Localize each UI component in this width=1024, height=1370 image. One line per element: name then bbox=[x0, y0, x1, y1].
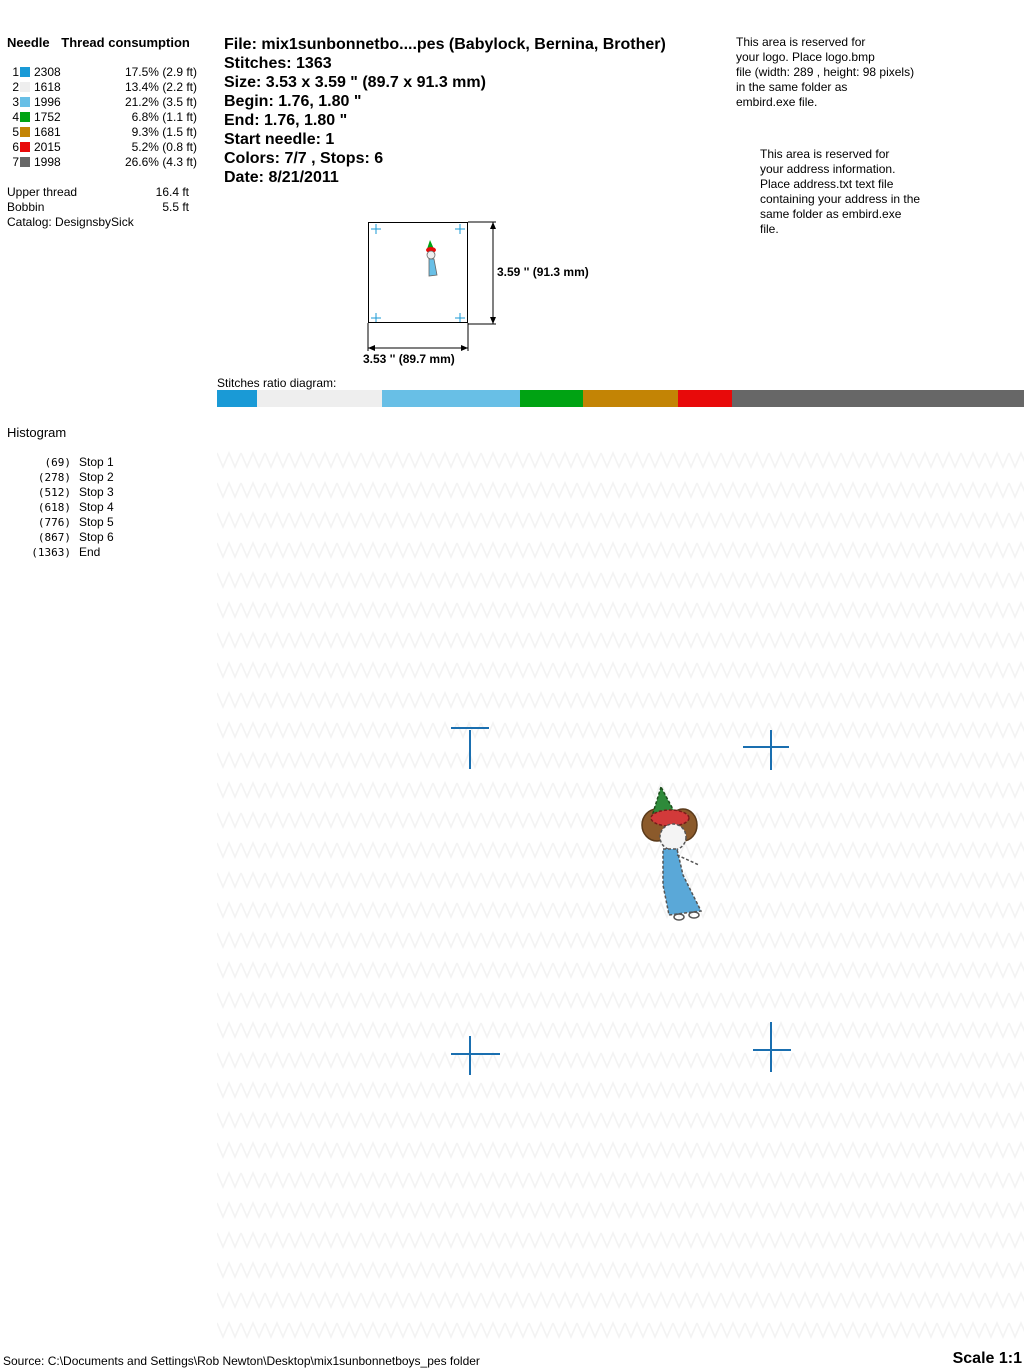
stop-label: End bbox=[79, 545, 101, 559]
stitch-count-value: (867) bbox=[37, 531, 71, 544]
width-dimension-line bbox=[367, 323, 471, 353]
thread-color-swatch bbox=[20, 142, 30, 152]
ratio-segment bbox=[520, 390, 583, 407]
ratio-segment bbox=[732, 390, 1024, 407]
thread-color-swatch bbox=[20, 112, 30, 122]
stop-label: Stop 2 bbox=[79, 470, 114, 484]
thread-consumption: 6.8% (1.1 ft) bbox=[131, 109, 197, 124]
needle-row bbox=[7, 64, 207, 79]
needle-row bbox=[7, 124, 207, 139]
thread-consumption: 21.2% (3.5 ft) bbox=[124, 94, 197, 109]
histogram-row bbox=[20, 470, 114, 485]
hoop-mark-icon bbox=[371, 224, 465, 322]
needle-number: 4 bbox=[12, 109, 19, 124]
stop-label: Stop 4 bbox=[79, 500, 114, 514]
histogram-row bbox=[20, 455, 114, 470]
begin-position: Begin: 1.76, 1.80 " bbox=[224, 93, 362, 110]
logo-placeholder bbox=[736, 35, 976, 110]
stop-label: Stop 1 bbox=[79, 455, 114, 469]
thread-code: 1996 bbox=[34, 94, 61, 109]
thread-color-swatch bbox=[20, 67, 30, 77]
stitch-count: Stitches: 1363 bbox=[224, 55, 332, 72]
needle-table-header bbox=[7, 35, 190, 50]
logo-text-line: This area is reserved for bbox=[736, 35, 866, 49]
design-thumbnail-figure bbox=[426, 240, 437, 276]
thread-color-swatch bbox=[20, 127, 30, 137]
bobbin-value: 5.5 ft bbox=[162, 200, 189, 214]
stitch-count-value: (776) bbox=[37, 516, 71, 529]
scale-label: Scale 1:1 bbox=[952, 1350, 1022, 1367]
design-info bbox=[224, 35, 666, 187]
stop-label: Stop 5 bbox=[79, 515, 114, 529]
design-thumbnail bbox=[368, 222, 468, 323]
needle-number: 7 bbox=[12, 154, 19, 169]
needle-number: 2 bbox=[12, 79, 19, 94]
stitch-count-value: (618) bbox=[37, 501, 71, 514]
thread-code: 2015 bbox=[34, 139, 61, 154]
stop-label: Stop 6 bbox=[79, 530, 114, 544]
histogram-row bbox=[20, 500, 114, 515]
ratio-segment bbox=[217, 390, 257, 407]
thread-totals bbox=[7, 185, 189, 230]
histogram-list bbox=[20, 455, 114, 560]
thread-code: 1998 bbox=[34, 154, 61, 169]
stitch-count-value: (512) bbox=[37, 486, 71, 499]
stitch-ratio-label: Stitches ratio diagram: bbox=[217, 376, 337, 390]
needle-number: 1 bbox=[12, 64, 19, 79]
thread-consumption: 5.2% (0.8 ft) bbox=[131, 139, 197, 154]
upper-thread-value: 16.4 ft bbox=[155, 185, 189, 199]
address-text-line: file. bbox=[760, 222, 779, 236]
needle-table bbox=[7, 64, 207, 169]
histogram-row bbox=[20, 485, 114, 500]
ratio-segment bbox=[257, 390, 381, 407]
design-size: Size: 3.53 x 3.59 " (89.7 x 91.3 mm) bbox=[224, 74, 486, 91]
ratio-segment bbox=[382, 390, 521, 407]
thread-color-swatch bbox=[20, 157, 30, 167]
width-dimension-label: 3.53 '' (89.7 mm) bbox=[363, 352, 455, 366]
logo-text-line: your logo. Place logo.bmp bbox=[736, 50, 875, 64]
thread-color-swatch bbox=[20, 97, 30, 107]
needle-number: 3 bbox=[12, 94, 19, 109]
start-needle: Start needle: 1 bbox=[224, 131, 335, 148]
needle-row bbox=[7, 94, 207, 109]
thread-consumption: 9.3% (1.5 ft) bbox=[131, 124, 197, 139]
needle-row bbox=[7, 154, 207, 169]
end-position: End: 1.76, 1.80 " bbox=[224, 112, 348, 129]
histogram-row bbox=[20, 515, 114, 530]
needle-row bbox=[7, 139, 207, 154]
thread-consumption: 13.4% (2.2 ft) bbox=[124, 79, 197, 94]
ratio-segment bbox=[678, 390, 732, 407]
thread-color-swatch bbox=[20, 82, 30, 92]
stitch-count-value: (278) bbox=[37, 471, 71, 484]
thread-code: 1618 bbox=[34, 79, 61, 94]
thread-consumption: 26.6% (4.3 ft) bbox=[124, 154, 197, 169]
catalog-label: Catalog: DesignsbySick bbox=[7, 215, 134, 229]
height-dimension-line bbox=[468, 221, 498, 326]
stop-label: Stop 3 bbox=[79, 485, 114, 499]
height-dimension-label: 3.59 '' (91.3 mm) bbox=[497, 265, 589, 279]
address-text-line: your address information. bbox=[760, 162, 896, 176]
address-text-line: This area is reserved for bbox=[760, 147, 890, 161]
design-date: Date: 8/21/2011 bbox=[224, 169, 339, 186]
histogram-row bbox=[20, 530, 114, 545]
needle-number: 6 bbox=[12, 139, 19, 154]
needle-header: Needle bbox=[7, 35, 50, 50]
needle-row bbox=[7, 79, 207, 94]
stitch-ratio-bar bbox=[217, 390, 1024, 407]
source-path: Source: C:\Documents and Settings\Rob Newton\Desktop\mix1sunbonnetboys_pes folder bbox=[3, 1354, 480, 1368]
thread-code: 1752 bbox=[34, 109, 61, 124]
histogram-title: Histogram bbox=[7, 425, 67, 440]
histogram-row bbox=[20, 545, 114, 560]
fabric-background bbox=[217, 445, 1024, 1345]
upper-thread-label: Upper thread bbox=[7, 185, 78, 199]
needle-row bbox=[7, 109, 207, 124]
stitch-count-value: (69) bbox=[44, 456, 71, 469]
address-text-line: containing your address in the bbox=[760, 192, 921, 206]
address-placeholder bbox=[760, 147, 980, 237]
bobbin-label: Bobbin bbox=[7, 200, 45, 214]
colors-stops: Colors: 7/7 , Stops: 6 bbox=[224, 150, 384, 167]
address-text-line: Place address.txt text file bbox=[760, 177, 894, 191]
stitch-count-value: (1363) bbox=[31, 546, 71, 559]
logo-text-line: embird.exe file. bbox=[736, 95, 818, 109]
thread-consumption-header: Thread consumption bbox=[61, 35, 190, 50]
thread-code: 1681 bbox=[34, 124, 61, 139]
address-text-line: same folder as embird.exe bbox=[760, 207, 902, 221]
design-canvas bbox=[217, 445, 1024, 1345]
needle-number: 5 bbox=[12, 124, 19, 139]
ratio-segment bbox=[583, 390, 677, 407]
logo-text-line: file (width: 289 , height: 98 pixels) bbox=[736, 65, 915, 79]
file-name: File: mix1sunbonnetbo....pes (Babylock, Bernina, Brother) bbox=[224, 36, 666, 53]
logo-text-line: in the same folder as bbox=[736, 80, 848, 94]
thread-consumption: 17.5% (2.9 ft) bbox=[124, 64, 197, 79]
thread-code: 2308 bbox=[34, 64, 61, 79]
